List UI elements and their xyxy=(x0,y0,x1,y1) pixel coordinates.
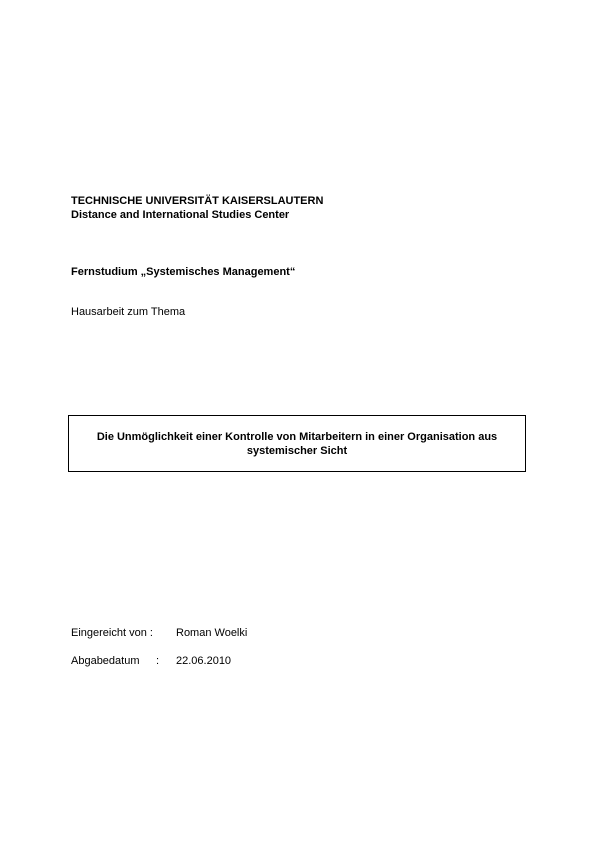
submitted-by-label: Eingereicht von : xyxy=(71,627,153,639)
date-row xyxy=(71,654,371,668)
date-separator: : xyxy=(156,655,160,667)
center-name: Distance and International Studies Center xyxy=(71,209,290,221)
date-label: Abgabedatum xyxy=(71,655,140,667)
submitted-by-row xyxy=(71,626,371,640)
date-value: 22.06.2010 xyxy=(176,655,232,667)
thesis-title-box xyxy=(68,415,526,472)
thesis-title: Die Unmöglichkeit einer Kontrolle von Mitarbeitern in einer Organisation aus systemischer Sicht xyxy=(96,430,498,457)
program-name: Fernstudium „Systemisches Management“ xyxy=(71,266,296,278)
work-type: Hausarbeit zum Thema xyxy=(71,306,186,318)
university-name: TECHNISCHE UNIVERSITÄT KAISERSLAUTERN xyxy=(71,195,324,207)
submitted-by-value: Roman Woelki xyxy=(176,627,248,639)
